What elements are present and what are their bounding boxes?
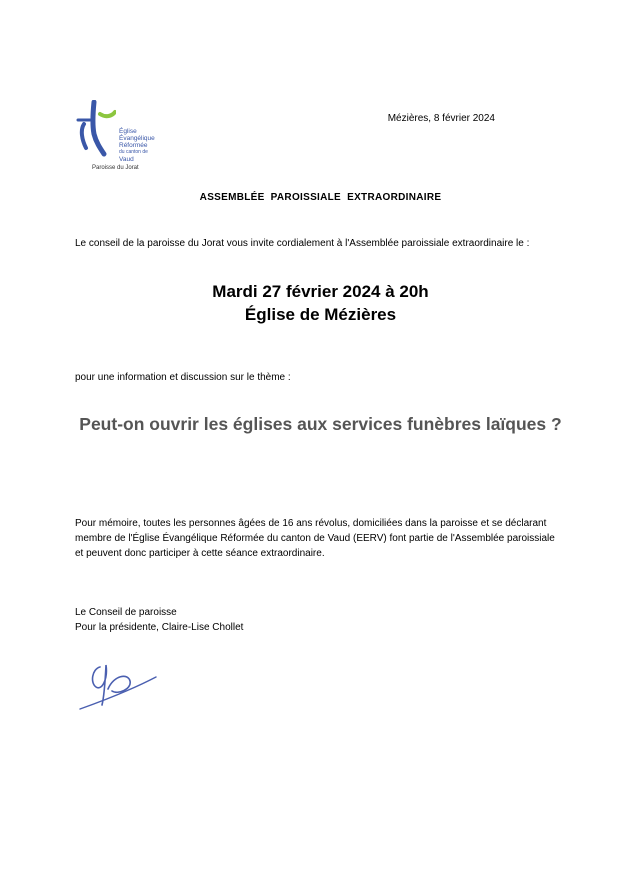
letter-date: Mézières, 8 février 2024 [387, 113, 495, 124]
document-title: ASSEMBLÉE PAROISSIALE EXTRAORDINAIRE [199, 192, 442, 203]
theme-question: Peut-on ouvrir les églises aux services funèbres laïques ? [79, 414, 562, 434]
logo-parish-name: Paroisse du Jorat [92, 165, 139, 171]
intro-paragraph: Le conseil de la paroisse du Jorat vous invite cordialement à l'Assemblée paroissiale extraordinaire le : [75, 238, 530, 249]
memo-paragraph: Pour mémoire, toutes les personnes âgées de 16 ans révolus, domiciliées dans la paroisse et se déclarant membre de l'Église Évangélique Réformée du canton de Vaud (EERV) font partie de l'Assemblée paroissiale et peuvent donc participer à cette séance extraordinaire. [75, 518, 555, 559]
signature-icon [78, 655, 158, 715]
closing-line-2: Pour la présidente, Claire-Lise Chollet [75, 622, 244, 633]
closing-line-1: Le Conseil de paroisse [75, 607, 177, 618]
logo-wordmark: Église Évangélique Réformée du canton de Vaud [119, 128, 155, 163]
event-place: Église de Mézières [244, 305, 397, 324]
church-logo [76, 98, 166, 178]
theme-intro: pour une information et discussion sur le thème : [75, 372, 291, 383]
cross-logo-icon [76, 100, 116, 160]
event-datetime: Mardi 27 février 2024 à 20h [212, 282, 429, 301]
